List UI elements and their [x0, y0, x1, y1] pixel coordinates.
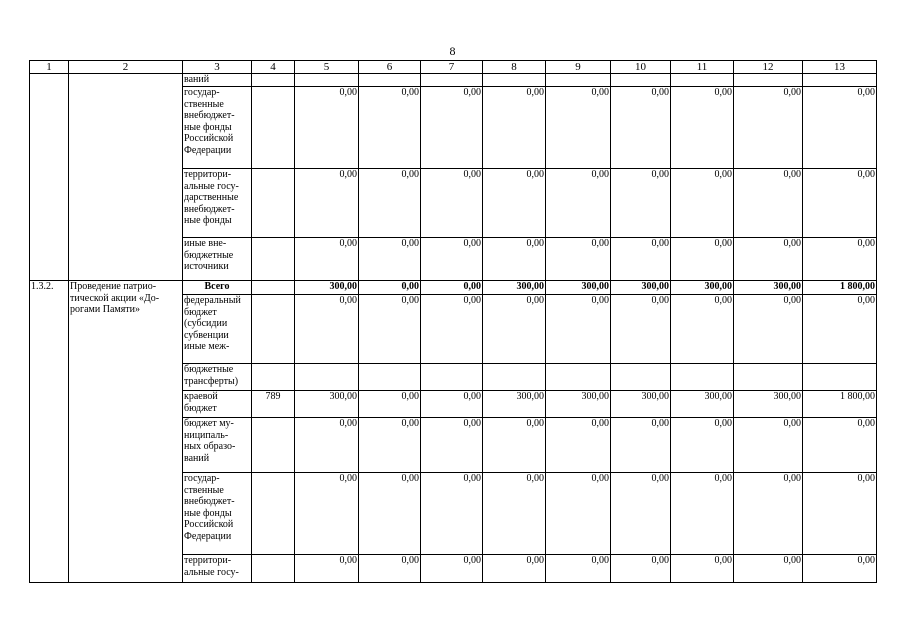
amount-cell: 0,00 [734, 555, 803, 583]
amount-cell: 0,00 [421, 169, 483, 238]
funding-source-label: краевой бюджет [183, 391, 252, 418]
column-header: 13 [803, 61, 877, 74]
amount-cell: 300,00 [483, 391, 546, 418]
amount-cell: 0,00 [483, 87, 546, 169]
amount-cell: 300,00 [546, 391, 611, 418]
amount-cell [671, 74, 734, 87]
budget-code [252, 169, 295, 238]
amount-cell: 0,00 [483, 555, 546, 583]
amount-cell [611, 364, 671, 391]
funding-source-label: территори- альные госу- [183, 555, 252, 583]
amount-cell: 300,00 [546, 281, 611, 295]
amount-cell: 300,00 [671, 281, 734, 295]
column-header: 2 [69, 61, 183, 74]
column-header: 12 [734, 61, 803, 74]
amount-cell: 0,00 [734, 473, 803, 555]
budget-code [252, 281, 295, 295]
amount-cell: 300,00 [611, 391, 671, 418]
amount-cell: 0,00 [421, 391, 483, 418]
budget-code [252, 295, 295, 364]
amount-cell: 0,00 [359, 169, 421, 238]
budget-code [252, 555, 295, 583]
amount-cell [421, 74, 483, 87]
amount-cell: 0,00 [295, 473, 359, 555]
amount-cell: 0,00 [734, 418, 803, 473]
amount-cell: 0,00 [671, 555, 734, 583]
amount-cell: 0,00 [803, 238, 877, 281]
amount-cell: 0,00 [359, 281, 421, 295]
amount-cell: 0,00 [483, 418, 546, 473]
amount-cell [295, 74, 359, 87]
budget-table [29, 60, 877, 583]
header-row [30, 61, 877, 74]
budget-code [252, 87, 295, 169]
amount-cell: 0,00 [803, 555, 877, 583]
column-header: 3 [183, 61, 252, 74]
amount-cell: 0,00 [359, 295, 421, 364]
column-header: 7 [421, 61, 483, 74]
amount-cell: 0,00 [671, 169, 734, 238]
column-header: 6 [359, 61, 421, 74]
table-row [30, 74, 877, 87]
amount-cell [803, 74, 877, 87]
amount-cell: 0,00 [546, 473, 611, 555]
amount-cell: 0,00 [295, 169, 359, 238]
amount-cell: 300,00 [295, 391, 359, 418]
amount-cell [734, 364, 803, 391]
amount-cell: 0,00 [803, 473, 877, 555]
amount-cell: 0,00 [611, 295, 671, 364]
budget-code [252, 74, 295, 87]
amount-cell [483, 74, 546, 87]
item-name-cell [69, 74, 183, 281]
amount-cell: 300,00 [483, 281, 546, 295]
amount-cell: 0,00 [546, 87, 611, 169]
amount-cell: 0,00 [671, 473, 734, 555]
amount-cell: 300,00 [671, 391, 734, 418]
amount-cell: 0,00 [295, 555, 359, 583]
amount-cell: 0,00 [421, 418, 483, 473]
funding-source-label: федеральный бюджет (субсидии субвенции иные меж- [183, 295, 252, 364]
amount-cell: 0,00 [671, 87, 734, 169]
budget-code [252, 364, 295, 391]
amount-cell: 0,00 [359, 473, 421, 555]
amount-cell: 0,00 [546, 238, 611, 281]
amount-cell: 0,00 [611, 418, 671, 473]
amount-cell: 0,00 [671, 238, 734, 281]
budget-code [252, 418, 295, 473]
amount-cell: 0,00 [803, 87, 877, 169]
amount-cell [295, 364, 359, 391]
amount-cell [483, 364, 546, 391]
amount-cell: 300,00 [734, 281, 803, 295]
table-row [30, 281, 877, 295]
amount-cell: 0,00 [295, 295, 359, 364]
amount-cell: 1 800,00 [803, 281, 877, 295]
amount-cell: 0,00 [421, 555, 483, 583]
amount-cell: 300,00 [734, 391, 803, 418]
column-header: 9 [546, 61, 611, 74]
amount-cell: 0,00 [295, 87, 359, 169]
column-header: 5 [295, 61, 359, 74]
amount-cell: 0,00 [421, 238, 483, 281]
amount-cell: 0,00 [295, 418, 359, 473]
funding-source-label: ваний [183, 74, 252, 87]
funding-source-label: бюджет му- ниципаль- ных образо- ваний [183, 418, 252, 473]
amount-cell: 0,00 [359, 418, 421, 473]
page-number: 8 [449, 44, 456, 58]
amount-cell: 0,00 [483, 169, 546, 238]
amount-cell [803, 364, 877, 391]
budget-code [252, 238, 295, 281]
amount-cell: 0,00 [421, 295, 483, 364]
amount-cell [421, 364, 483, 391]
amount-cell: 0,00 [421, 87, 483, 169]
amount-cell: 0,00 [359, 555, 421, 583]
amount-cell: 0,00 [611, 169, 671, 238]
budget-code [252, 473, 295, 555]
amount-cell [546, 364, 611, 391]
amount-cell: 0,00 [734, 295, 803, 364]
amount-cell [671, 364, 734, 391]
amount-cell: 0,00 [734, 169, 803, 238]
item-name: Проведение патрио- тической акции «До- рогами Памяти» [69, 281, 183, 583]
amount-cell: 0,00 [483, 295, 546, 364]
amount-cell: 0,00 [734, 238, 803, 281]
amount-cell: 0,00 [611, 473, 671, 555]
column-header: 10 [611, 61, 671, 74]
item-number: 1.3.2. [30, 281, 69, 583]
amount-cell: 0,00 [546, 169, 611, 238]
amount-cell: 0,00 [546, 555, 611, 583]
amount-cell [611, 74, 671, 87]
amount-cell [546, 74, 611, 87]
amount-cell: 0,00 [359, 87, 421, 169]
funding-source-label: иные вне- бюджетные источники [183, 238, 252, 281]
item-number-cell [30, 74, 69, 281]
amount-cell: 0,00 [611, 238, 671, 281]
amount-cell: 0,00 [421, 473, 483, 555]
column-header: 4 [252, 61, 295, 74]
amount-cell: 300,00 [295, 281, 359, 295]
amount-cell: 1 800,00 [803, 391, 877, 418]
amount-cell: 0,00 [483, 473, 546, 555]
amount-cell: 0,00 [671, 418, 734, 473]
funding-source-label: Всего [183, 281, 252, 295]
amount-cell: 300,00 [611, 281, 671, 295]
amount-cell: 0,00 [359, 238, 421, 281]
amount-cell: 0,00 [611, 87, 671, 169]
amount-cell: 0,00 [421, 281, 483, 295]
amount-cell [734, 74, 803, 87]
funding-source-label: бюджетные трансферты) [183, 364, 252, 391]
amount-cell: 0,00 [359, 391, 421, 418]
funding-source-label: государ- ственные внебюджет- ные фонды Российской Федерации [183, 87, 252, 169]
amount-cell: 0,00 [611, 555, 671, 583]
column-header: 1 [30, 61, 69, 74]
column-header: 11 [671, 61, 734, 74]
column-header: 8 [483, 61, 546, 74]
funding-source-label: государ- ственные внебюджет- ные фонды Российской Федерации [183, 473, 252, 555]
funding-source-label: территори- альные госу- дарственные внебюджет- ные фонды [183, 169, 252, 238]
amount-cell: 0,00 [803, 169, 877, 238]
amount-cell: 0,00 [734, 87, 803, 169]
amount-cell [359, 364, 421, 391]
amount-cell: 0,00 [671, 295, 734, 364]
amount-cell [359, 74, 421, 87]
amount-cell: 0,00 [803, 295, 877, 364]
amount-cell: 0,00 [803, 418, 877, 473]
amount-cell: 0,00 [295, 238, 359, 281]
amount-cell: 0,00 [546, 295, 611, 364]
amount-cell: 0,00 [483, 238, 546, 281]
amount-cell: 0,00 [546, 418, 611, 473]
budget-code: 789 [252, 391, 295, 418]
